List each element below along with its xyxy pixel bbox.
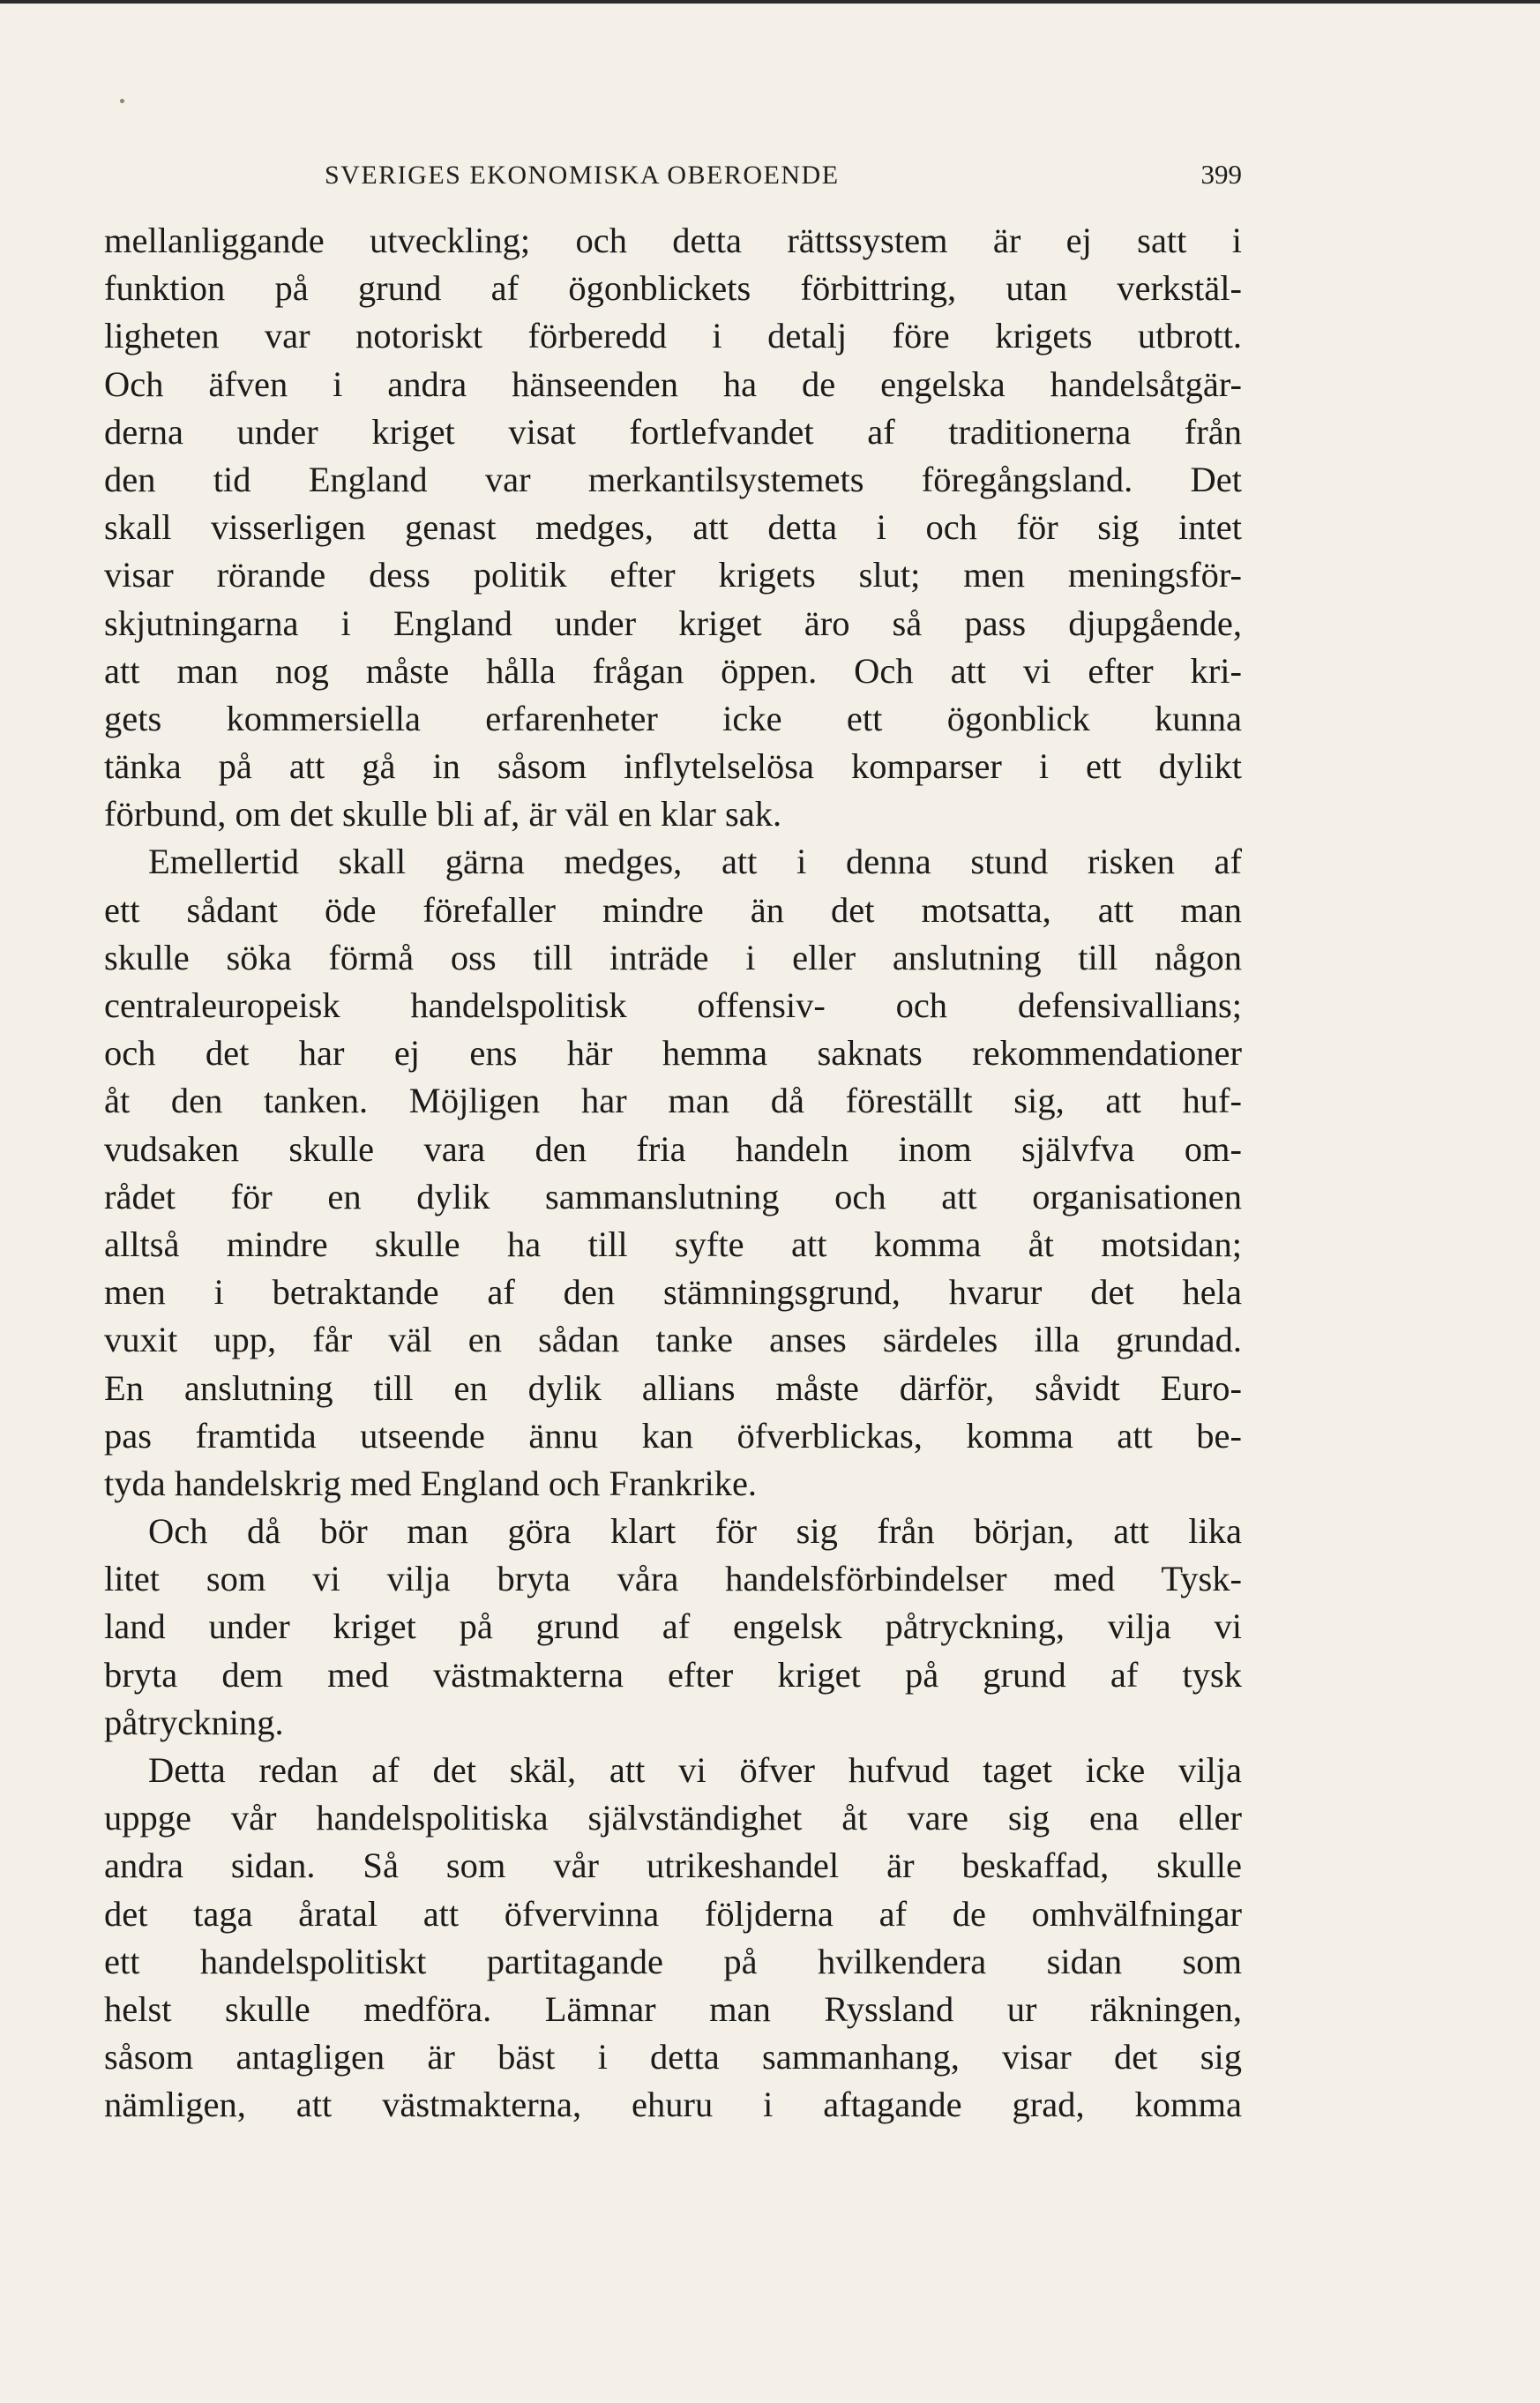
- text-line: skall visserligen genast medges, att detta i och för sig intet: [104, 507, 1242, 548]
- text-line: att man nog måste hålla frågan öppen. Och att vi efter kri-: [104, 650, 1242, 691]
- text-line: ett handelspolitiskt partitagande på hvilkendera sidan som: [104, 1941, 1242, 1981]
- text-line: Emellertid skall gärna medges, att i denna stund risken af: [148, 842, 1242, 882]
- text-line: förbund, om det skulle bli af, är väl en klar sak.: [104, 794, 782, 835]
- text-line: pas framtida utseende ännu kan öfverblickas, komma att be-: [104, 1415, 1242, 1456]
- text-line: åt den tanken. Möjligen har man då föreställt sig, att huf-: [104, 1081, 1242, 1121]
- text-line: vudsaken skulle vara den fria handeln inom självfva om-: [104, 1128, 1242, 1169]
- running-header: [104, 155, 1242, 199]
- text-line: såsom antagligen är bäst i detta sammanhang, visar det sig: [104, 2037, 1242, 2077]
- text-line: ligheten var notoriskt förberedd i detalj före krigets utbrott.: [104, 316, 1242, 356]
- text-line: mellanliggande utveckling; och detta rättssystem är ej satt i: [104, 221, 1242, 260]
- text-line: skjutningarna i England under kriget äro så pass djupgående,: [104, 603, 1242, 643]
- text-line: funktion på grund af ögonblickets förbittring, utan verkstäl-: [104, 268, 1242, 309]
- text-line: Och då bör man göra klart för sig från början, att lika: [148, 1511, 1242, 1552]
- text-line: Detta redan af det skäl, att vi öfver hufvud taget icke vilja: [148, 1750, 1242, 1790]
- text-line: derna under kriget visat fortlefvandet af traditionerna från: [104, 411, 1242, 452]
- text-line: nämligen, att västmakterna, ehuru i aftagande grad, komma: [104, 2085, 1242, 2125]
- text-line: land under kriget på grund af engelsk påtryckning, vilja vi: [104, 1606, 1242, 1647]
- text-line: visar rörande dess politik efter krigets slut; men meningsför-: [104, 555, 1242, 595]
- text-line: helst skulle medföra. Lämnar man Ryssland ur räkningen,: [104, 1988, 1242, 2029]
- text-line: andra sidan. Så som vår utrikeshandel är beskaffad, skulle: [104, 1845, 1242, 1886]
- text-line: centraleuropeisk handelspolitisk offensiv- och defensivallians;: [104, 985, 1242, 1025]
- text-line: och det har ej ens här hemma saknats rekommendationer: [104, 1033, 1242, 1074]
- text-line: skulle söka förmå oss till inträde i eller anslutning till någon: [104, 937, 1242, 977]
- body-text: [104, 217, 1242, 2130]
- text-line: tyda handelskrig med England och Frankrike.: [104, 1463, 758, 1503]
- page-top-edge: [0, 0, 1540, 4]
- text-line: uppge vår handelspolitiska självständighet åt vare sig ena eller: [104, 1798, 1242, 1838]
- text-line: alltså mindre skulle ha till syfte att komma åt motsidan;: [104, 1224, 1242, 1264]
- text-line: Och äfven i andra hänseenden ha de engelska handelsåtgär-: [104, 363, 1242, 404]
- text-line: men i betraktande af den stämningsgrund, hvarur det hela: [104, 1272, 1242, 1313]
- text-line: gets kommersiella erfarenheter icke ett ögonblick kunna: [104, 698, 1242, 738]
- text-line: ett sådant öde förefaller mindre än det motsatta, att man: [104, 889, 1242, 930]
- running-title: SVERIGES EKONOMISKA OBEROENDE: [325, 161, 840, 190]
- paper-speck: [120, 99, 124, 103]
- text-line: påtryckning.: [104, 1702, 284, 1742]
- text-line: tänka på att gå in såsom inflytelselösa komparser i ett dylikt: [104, 746, 1242, 787]
- text-line: rådet för en dylik sammanslutning och att organisationen: [104, 1176, 1242, 1216]
- text-line: litet som vi vilja bryta våra handelsförbindelser med Tysk-: [104, 1559, 1242, 1599]
- text-line: vuxit upp, får väl en sådan tanke anses särdeles illa grundad.: [104, 1320, 1242, 1360]
- page-number: 399: [1200, 159, 1242, 190]
- text-line: En anslutning till en dylik allians måste därför, såvidt Euro-: [104, 1367, 1242, 1408]
- text-line: bryta dem med västmakterna efter kriget på grund af tysk: [104, 1654, 1242, 1695]
- text-line: det taga åratal att öfvervinna följderna af de omhvälfningar: [104, 1893, 1242, 1934]
- text-line: den tid England var merkantilsystemets föregångsland. Det: [104, 459, 1242, 499]
